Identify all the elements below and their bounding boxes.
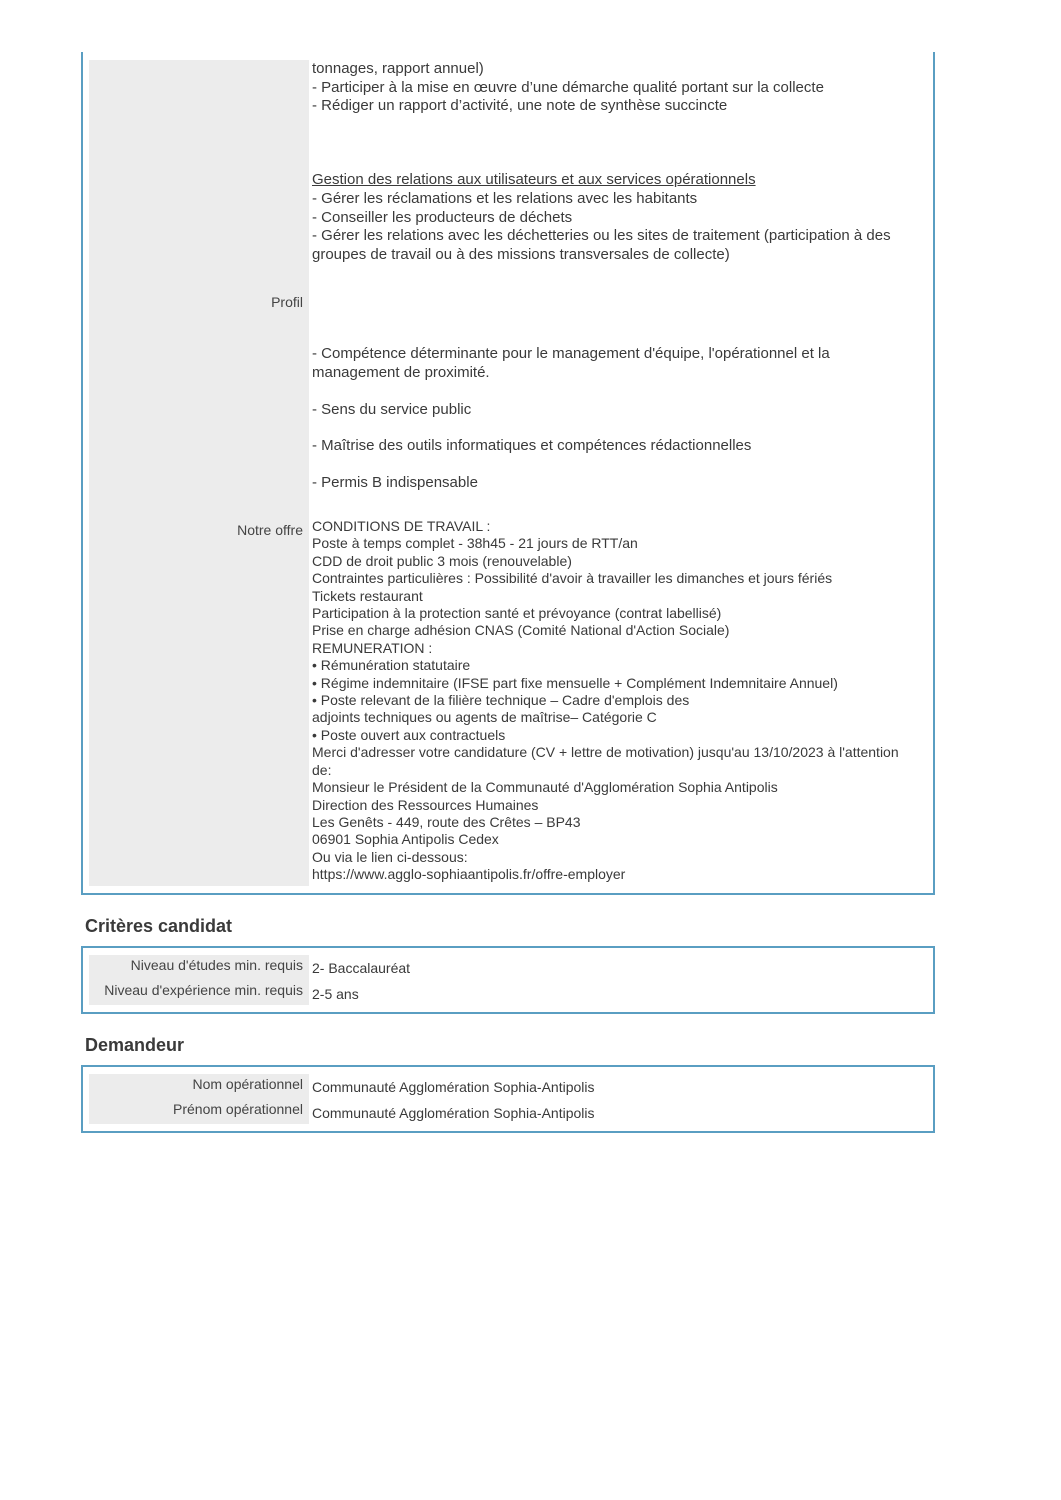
demandeur-row-label: Prénom opérationnel [173, 1101, 303, 1117]
criteres-row-value: 2- Baccalauréat [312, 960, 411, 976]
task-lines: tonnages, rapport annuel) - Participer à la mise en œuvre d’une démarche qualité portant sur la collecte - Rédiger un rapport d’activité, une note de synthèse succincte [312, 60, 824, 115]
demandeur-box [81, 1065, 935, 1133]
criteres-label-column [89, 955, 309, 1005]
offre-label: Notre offre [237, 522, 303, 538]
profil-item-1: - Compétence déterminante pour le management d'équipe, l'opérationnel et la management de proximité. [312, 345, 830, 381]
criteres-box [81, 946, 935, 1014]
criteres-row-label: Niveau d'études min. requis [130, 957, 303, 973]
label-column [89, 60, 309, 886]
criteres-title: Critères candidat [85, 916, 233, 936]
demandeur-label-column [89, 1074, 309, 1124]
demandeur-title: Demandeur [85, 1035, 185, 1055]
demandeur-row-value: Communauté Agglomération Sophia-Antipolis [312, 1105, 595, 1121]
demandeur-row-label: Nom opérationnel [192, 1076, 303, 1092]
profil-label: Profil [271, 294, 303, 310]
demandeur-row-value: Communauté Agglomération Sophia-Antipolis [312, 1079, 595, 1095]
offre-text: CONDITIONS DE TRAVAIL : Poste à temps complet - 38h45 - 21 jours de RTT/an CDD de droit public 3 mois (renouvelable) Contraintes particulières : Possibilité d'avoir à travailler les dimanches et jours fériés Tickets restaurant Participation à la protection santé et prévoyance (contrat labellisé) Prise en charge adhésion CNAS (Comité National d'Action Sociale) REMUNERATION : • Rémunération statutaire • Régime indemnitaire (IFSE part fixe mensuelle + Complément Indemnitaire Annuel) • Poste relevant de la filière technique – Cadre d'emplois des adjoints techniques ou agents de maîtrise– Catégorie C • Poste ouvert aux contractuels Merci d'adresser votre candidature (CV + lettre de motivation) jusqu'au 13/10/2023 à l'attention de: Monsieur le Président de la Communauté d'Agglomération Sophia Antipolis Direction des Ressources Humaines Les Genêts - 449, route des Crêtes – BP43 06901 Sophia Antipolis Cedex Ou via le lien ci-dessous: https://www.agglo-sophiaantipolis.fr/offre-employer [312, 518, 899, 883]
relations-heading: Gestion des relations aux utilisateurs et aux services opérationnels [312, 171, 756, 188]
criteres-row-value: 2-5 ans [312, 986, 359, 1002]
profil-item-4: - Permis B indispensable [312, 474, 478, 491]
profil-item-3: - Maîtrise des outils informatiques et compétences rédactionnelles [312, 437, 752, 454]
job-details-box [81, 52, 935, 895]
criteres-row-label: Niveau d'expérience min. requis [104, 982, 303, 998]
relations-lines: - Gérer les réclamations et les relations avec les habitants - Conseiller les producteurs de déchets - Gérer les relations avec les déchetteries ou les sites de traitement (participation à des groupes de travail ou à des missions transversales de collecte) [312, 190, 891, 263]
profil-item-2: - Sens du service public [312, 401, 472, 418]
